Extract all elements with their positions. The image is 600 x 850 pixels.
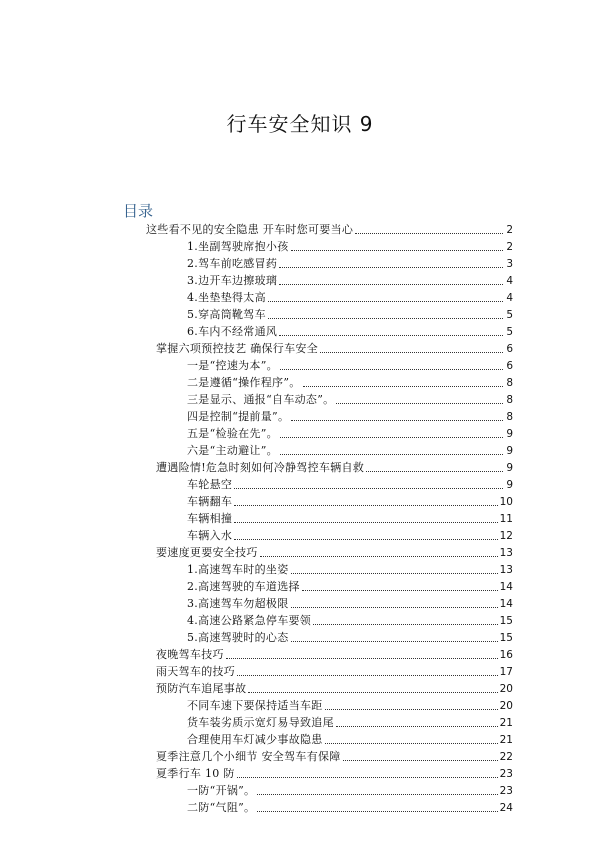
toc-entry[interactable]: [156, 646, 513, 662]
toc-entry[interactable]: [156, 663, 513, 679]
toc-entry[interactable]: [146, 221, 513, 237]
dot-leader: [279, 335, 503, 336]
toc-entry-page: 21: [499, 734, 513, 746]
dot-leader: [320, 352, 503, 353]
toc-entry-title: 夏季注意几个小细节 安全驾车有保障: [156, 750, 341, 763]
toc-entry-page: 2: [506, 224, 513, 236]
dot-leader: [234, 522, 497, 523]
toc-entry[interactable]: [187, 238, 513, 254]
dot-leader: [355, 233, 503, 234]
toc-entry[interactable]: [156, 765, 513, 781]
toc-entry[interactable]: [187, 476, 513, 492]
toc-entry-page: 22: [499, 751, 513, 763]
dot-leader: [279, 284, 503, 285]
toc-entry-page: 9: [506, 462, 513, 474]
toc-entry[interactable]: [187, 629, 513, 645]
toc-entry[interactable]: [187, 374, 513, 390]
dot-leader: [302, 590, 498, 591]
dot-leader: [291, 607, 498, 608]
toc-entry-title: 1.坐副驾驶席抱小孩: [187, 240, 289, 253]
document-title: 行车安全知识 9: [226, 112, 374, 136]
toc-entry-page: 12: [499, 530, 513, 542]
toc-entry-title: 夜晚驾车技巧: [156, 648, 224, 661]
toc-heading: 目录: [123, 202, 154, 220]
toc-entry-title: 五是“检验在先”。: [187, 427, 278, 440]
dot-leader: [280, 369, 503, 370]
dot-leader: [257, 794, 497, 795]
dot-leader: [291, 250, 504, 251]
toc-entry[interactable]: [187, 391, 513, 407]
toc-entry[interactable]: [187, 595, 513, 611]
toc-entry-page: 16: [499, 649, 513, 661]
toc-entry-title: 雨天驾车的技巧: [156, 665, 236, 678]
toc-entry-page: 3: [506, 258, 513, 270]
toc-entry-title: 3.高速驾车勿超极限: [187, 597, 289, 610]
dot-leader: [237, 675, 498, 676]
dot-leader: [234, 488, 503, 489]
toc-entry[interactable]: [187, 612, 513, 628]
toc-entry[interactable]: [187, 323, 513, 339]
toc-entry-title: 一是“控速为本”。: [187, 359, 278, 372]
dot-leader: [336, 403, 503, 404]
toc-entry[interactable]: [187, 510, 513, 526]
toc-entry[interactable]: [187, 357, 513, 373]
toc-entry-page: 14: [499, 581, 513, 593]
dot-leader: [234, 505, 497, 506]
toc-entry-page: 15: [499, 632, 513, 644]
toc-entry-title: 预防汽车追尾事故: [156, 682, 247, 695]
toc-entry-title: 车辆翻车: [187, 495, 233, 508]
toc-entry-title: 车辆相撞: [187, 512, 233, 525]
toc-entry-page: 5: [506, 309, 513, 321]
toc-entry[interactable]: [187, 714, 513, 730]
toc-entry[interactable]: [187, 799, 513, 815]
toc-entry-title: 3.边开车边擦玻璃: [187, 274, 278, 287]
dot-leader: [237, 777, 498, 778]
toc-entry-title: 三是显示、通报“自车动态”。: [187, 393, 335, 406]
toc-entry-page: 5: [506, 326, 513, 338]
toc-entry[interactable]: [156, 340, 513, 356]
dot-leader: [366, 471, 503, 472]
toc-entry[interactable]: [156, 544, 513, 560]
toc-entry[interactable]: [187, 255, 513, 271]
toc-entry-title: 夏季行车 10 防: [156, 767, 235, 780]
toc-entry-title: 车轮悬空: [187, 478, 233, 491]
dot-leader: [325, 743, 498, 744]
toc-entry-title: 二是遵循“操作程序”。: [187, 376, 301, 389]
toc-entry-title: 这些看不见的安全隐患 开车时您可要当心: [146, 223, 354, 236]
toc-entry-title: 2.驾车前吃感冒药: [187, 257, 278, 270]
toc-entry[interactable]: [187, 782, 513, 798]
toc-entry-page: 4: [506, 275, 513, 287]
toc-entry[interactable]: [187, 289, 513, 305]
toc-entry-title: 掌握六项预控技艺 确保行车安全: [156, 342, 318, 355]
toc-entry-page: 6: [506, 343, 513, 355]
toc-entry[interactable]: [187, 306, 513, 322]
toc-entry-page: 21: [499, 717, 513, 729]
dot-leader: [279, 267, 503, 268]
dot-leader: [313, 624, 498, 625]
toc-entry-title: 2.高速驾驶的车道选择: [187, 580, 300, 593]
toc-entry-page: 8: [506, 394, 513, 406]
dot-leader: [234, 539, 497, 540]
toc-entry-page: 11: [499, 513, 513, 525]
toc-entry[interactable]: [187, 442, 513, 458]
toc-entry-title: 二防“气阻”。: [187, 801, 256, 814]
toc-entry-title: 一防“开锅”。: [187, 784, 256, 797]
toc-entry-page: 10: [499, 496, 513, 508]
toc-entry[interactable]: [187, 527, 513, 543]
toc-entry-title: 遭遇险情!危急时刻如何冷静驾控车辆自救: [156, 461, 365, 474]
toc-entry-page: 20: [499, 700, 513, 712]
toc-entry-page: 8: [506, 411, 513, 423]
toc-entry-page: 13: [499, 564, 513, 576]
toc-entry-title: 要速度更要安全技巧: [156, 546, 258, 559]
toc-entry[interactable]: [187, 731, 513, 747]
toc-entry-page: 23: [499, 768, 513, 780]
toc-entry-page: 13: [499, 547, 513, 559]
dot-leader: [280, 454, 503, 455]
dot-leader: [291, 420, 503, 421]
toc-entry[interactable]: [156, 680, 513, 696]
dot-leader: [336, 726, 498, 727]
toc-entry-page: 2: [506, 241, 513, 253]
toc-entry[interactable]: [187, 578, 513, 594]
toc-entry-title: 1.高速驾车时的坐姿: [187, 563, 289, 576]
toc-entry[interactable]: [187, 425, 513, 441]
toc-entry[interactable]: [187, 697, 513, 713]
toc-entry-page: 17: [499, 666, 513, 678]
dot-leader: [268, 301, 503, 302]
dot-leader: [280, 437, 503, 438]
toc-entry-title: 合理使用车灯减少事故隐患: [187, 733, 323, 746]
toc-entry[interactable]: [187, 408, 513, 424]
toc-entry-page: 9: [506, 445, 513, 457]
toc-entry-title: 六是“主动避让”。: [187, 444, 278, 457]
toc-entry-page: 14: [499, 598, 513, 610]
toc-entry-title: 4.坐垫垫得太高: [187, 291, 266, 304]
toc-entry-page: 9: [506, 479, 513, 491]
toc-entry-page: 23: [499, 785, 513, 797]
toc-entry-page: 15: [499, 615, 513, 627]
toc-entry[interactable]: [187, 561, 513, 577]
dot-leader: [291, 641, 498, 642]
toc-entry-page: 9: [506, 428, 513, 440]
toc-entry-page: 20: [499, 683, 513, 695]
toc-entry-title: 4.高速公路紧急停车要领: [187, 614, 312, 627]
dot-leader: [226, 658, 498, 659]
toc-entry-title: 货车装劣质示宽灯易导致追尾: [187, 716, 334, 729]
dot-leader: [325, 709, 498, 710]
toc-entry-title: 不同车速下要保持适当车距: [187, 699, 323, 712]
toc-entry[interactable]: [187, 493, 513, 509]
toc-entry-page: 6: [506, 360, 513, 372]
dot-leader: [291, 573, 498, 574]
toc-entry-page: 4: [506, 292, 513, 304]
toc-entry[interactable]: [156, 459, 513, 475]
dot-leader: [343, 760, 498, 761]
toc-entry[interactable]: [187, 272, 513, 288]
toc-entry[interactable]: [156, 748, 513, 764]
toc-entry-title: 5.穿高筒靴驾车: [187, 308, 266, 321]
dot-leader: [257, 811, 497, 812]
dot-leader: [303, 386, 503, 387]
toc-entry-page: 24: [499, 802, 513, 814]
toc-entry-page: 8: [506, 377, 513, 389]
dot-leader: [260, 556, 498, 557]
toc-entry-title: 四是控制“提前量”。: [187, 410, 290, 423]
toc-entry-title: 6.车内不经常通风: [187, 325, 278, 338]
dot-leader: [248, 692, 497, 693]
toc-entry-title: 5.高速驾驶时的心态: [187, 631, 289, 644]
dot-leader: [268, 318, 503, 319]
toc-entry-title: 车辆入水: [187, 529, 233, 542]
